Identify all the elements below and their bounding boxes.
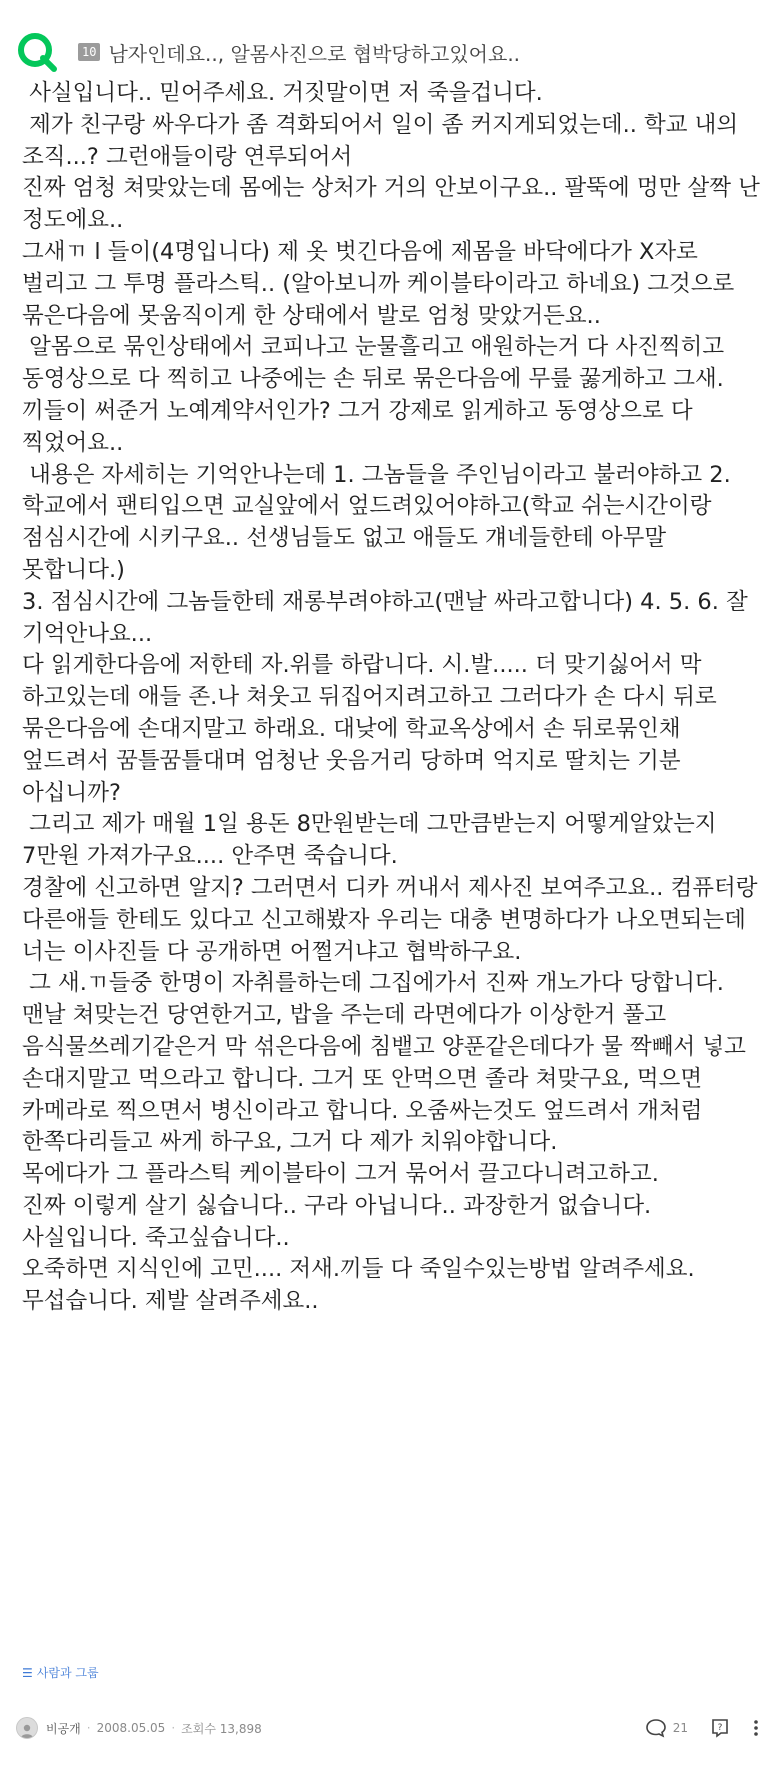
question-title: 남자인데요.., 알몸사진으로 협박당하고있어요.. (108, 41, 521, 66)
more-button[interactable] (752, 1718, 760, 1738)
body-paragraph: 제가 친구랑 싸우다가 좀 격화되어서 일이 좀 커지게되었는데.. 학교 내의 조직...? 그런애들이랑 연루되어서 진짜 엄청 쳐맞았는데 몸에는 상처가 거의 안보이구요.. 팔뚝에 멍만 살짝 난 정도에요.. 그새ㄲ l 들이(4명입니다) 제 옷 벗긴다음에 제몸을 바닥에다가 X자로 벌리고 그 투명 플라스틱.. (알아보니까 케이블타이라고 하네요) 그것으로 묶은다음에 못움직이게 한 상태에서 발로 엄청 맞았거든요.. 알몸으로 묶인상태에서 코피나고 눈물흘리고 애원하는거 다 사진찍히고 동영상으로 다 찍히고 나중에는 손 뒤로 묶은다음에 무릎 꿇게하고 그새.끼들이 써준거 노예계약서인가? 그거 강제로 읽게하고 동영상으로 다 찍었어요.. 내용은 자세히는 기억안나는데 1. 그놈들을 주인님이라고 불러야하고 2. 학교에서 팬티입으면 교실앞에서 엎드려있어야하고(학교 쉬는시간이랑 점심시간에 시키구요.. 선생님들도 없고 애들도 걔네들한테 아무말 못합니다.) 3. 점심시간에 그놈들한테 재롱부려야하고(맨날 싸라고합니다) 4. 5. 6. 잘 기억안나요... (22, 111, 760, 647)
comment-icon (645, 1718, 667, 1738)
post-date: 2008.05.05 (96, 1721, 166, 1735)
separator-dot: · (171, 1721, 176, 1735)
question-header (16, 28, 764, 76)
body-paragraph: 그리고 제가 매월 1일 용돈 8만원받는데 그만큼받는지 어떻게알았는지 7만원 가져가구요.... 안주면 죽습니다. 경찰에 신고하면 알지? 그러면서 디카 꺼내서 제사진 보여주고요.. 컴퓨터랑 다른애들 한테도 있다고 신고해봤자 우리는 대충 변명하다가 나오면되는데 너는 이사진들 다 공개하면 어쩔거냐고 협박하구요. 그 새.ㄲ들중 한명이 자취를하는데 그집에가서 진짜 개노가다 당합니다. 맨날 쳐맞는건 당연한거고, 밥을 주는데 라면에다가 이상한거 풀고 음식물쓰레기같은거 막 섞은다음에 침뱉고 양푼같은데다가 물 짝빼서 넣고 손대지말고 먹으라고 합니다. 그거 또 안먹으면 졸라 쳐맞구요, 먹으면 카메라로 찍으면서 병신이라고 합니다. 오줌싸는것도 엎드려서 개처럼 한쪽다리들고 싸게 하구요, 그거 다 제가 치워야합니다. 목에다가 그 플라스틱 케이블타이 그거 묶어서 끌고다니려고하고. (22, 811, 758, 1188)
body-paragraph: 사실입니다.. 믿어주세요. 거짓말이면 저 죽을겁니다. (22, 80, 543, 106)
view-count: 조회수 13,898 (181, 1721, 262, 1736)
comment-button[interactable] (645, 1718, 688, 1738)
level-badge: 10 (78, 43, 100, 61)
separator-dot: · (86, 1721, 91, 1735)
avatar-icon (16, 1717, 38, 1739)
help-button[interactable] (710, 1718, 730, 1738)
q-logo-icon (16, 31, 58, 73)
help-icon (710, 1718, 730, 1738)
question-body (22, 78, 768, 1318)
category-tag-label: 사람과 그룹 (36, 1666, 99, 1680)
comment-count: 21 (672, 1721, 688, 1735)
body-paragraph: 다 읽게한다음에 저한테 자.위를 하랍니다. 시.발..... 더 맞기싫어서 막 하고있는데 애들 존.나 쳐웃고 뒤집어지려고하고 그러다가 손 다시 뒤로 묶은다음에 손대지말고 하래요. 대낮에 학교옥상에서 손 뒤로묶인채 엎드려서 꿈틀꿈틀대며 엄청난 웃음거리 당하며 억지로 딸치는 기분 아십니까? (22, 652, 724, 806)
author-name: 비공개 (46, 1721, 81, 1736)
more-icon (752, 1718, 760, 1738)
category-tag[interactable] (22, 1664, 99, 1681)
list-icon: ☰ (22, 1665, 33, 1680)
svg-text:?: ? (717, 1723, 723, 1733)
body-paragraph: 진짜 이렇게 살기 싫습니다.. 구라 아닙니다.. 과장한거 없습니다. 사실입니다. 죽고싶습니다.. 오죽하면 지식인에 고민.... 저새.끼들 다 죽일수있는방법 알려주세요. 무섭습니다. 제발 살려주세요.. (22, 1192, 695, 1315)
question-footer (16, 1710, 760, 1746)
